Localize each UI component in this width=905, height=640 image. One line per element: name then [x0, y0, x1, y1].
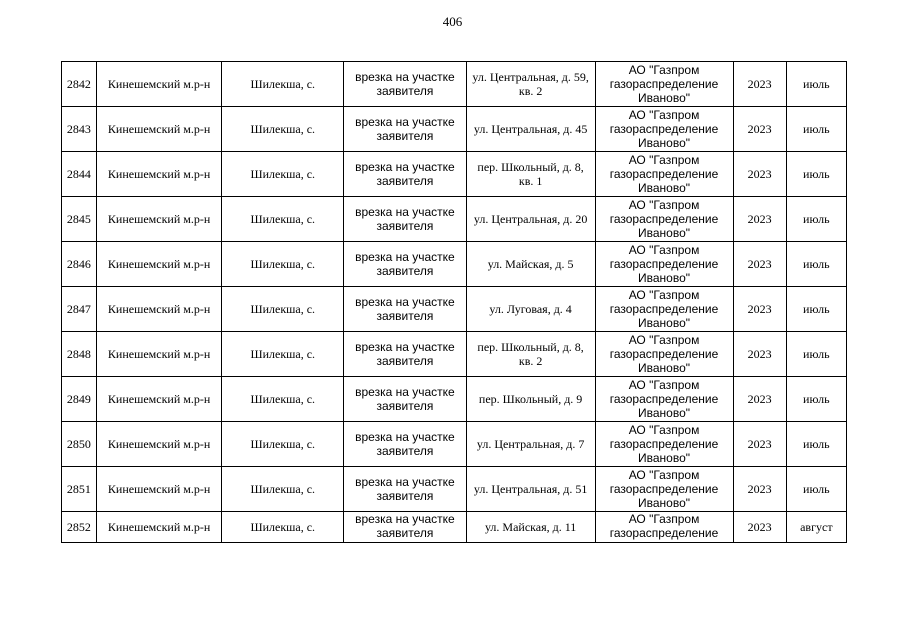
year-cell: 2023: [733, 332, 786, 377]
settlement-cell: Шилекша, с.: [222, 107, 344, 152]
district-cell: Кинешемский м.р-н: [96, 107, 222, 152]
year-cell: 2023: [733, 197, 786, 242]
organization-cell: АО "Газпром газораспределение Иваново": [595, 332, 733, 377]
page-number: 406: [442, 14, 463, 29]
table-row: [62, 107, 847, 152]
work-type-cell: врезка на участке заявителя: [344, 287, 467, 332]
organization-cell: АО "Газпром газораспределение Иваново": [595, 377, 733, 422]
address-cell: ул. Майская, д. 5: [466, 242, 595, 287]
year-cell: 2023: [733, 287, 786, 332]
organization-cell: АО "Газпром газораспределение: [595, 512, 733, 543]
row-number: 2842: [62, 62, 97, 107]
district-cell: Кинешемский м.р-н: [96, 197, 222, 242]
year-cell: 2023: [733, 152, 786, 197]
work-type-cell: врезка на участке заявителя: [344, 242, 467, 287]
row-number: 2850: [62, 422, 97, 467]
month-cell: август: [786, 512, 846, 543]
address-cell: пер. Школьный, д. 8, кв. 1: [466, 152, 595, 197]
settlement-cell: Шилекша, с.: [222, 152, 344, 197]
district-cell: Кинешемский м.р-н: [96, 242, 222, 287]
month-cell: июль: [786, 332, 846, 377]
district-cell: Кинешемский м.р-н: [96, 512, 222, 543]
row-number: 2846: [62, 242, 97, 287]
table-row: [62, 332, 847, 377]
year-cell: 2023: [733, 62, 786, 107]
organization-cell: АО "Газпром газораспределение Иваново": [595, 287, 733, 332]
year-cell: 2023: [733, 512, 786, 543]
settlement-cell: Шилекша, с.: [222, 287, 344, 332]
row-number: 2848: [62, 332, 97, 377]
work-type-cell: врезка на участке заявителя: [344, 377, 467, 422]
address-cell: ул. Луговая, д. 4: [466, 287, 595, 332]
registry-table: [61, 61, 847, 543]
year-cell: 2023: [733, 242, 786, 287]
organization-cell: АО "Газпром газораспределение Иваново": [595, 467, 733, 512]
address-cell: ул. Центральная, д. 45: [466, 107, 595, 152]
address-cell: ул. Майская, д. 11: [466, 512, 595, 543]
table-row: [62, 377, 847, 422]
work-type-cell: врезка на участке заявителя: [344, 107, 467, 152]
settlement-cell: Шилекша, с.: [222, 467, 344, 512]
year-cell: 2023: [733, 107, 786, 152]
table-row: [62, 242, 847, 287]
district-cell: Кинешемский м.р-н: [96, 62, 222, 107]
address-cell: пер. Школьный, д. 9: [466, 377, 595, 422]
month-cell: июль: [786, 422, 846, 467]
organization-cell: АО "Газпром газораспределение Иваново": [595, 422, 733, 467]
table-row: [62, 287, 847, 332]
row-number: 2852: [62, 512, 97, 543]
table-row: [62, 467, 847, 512]
work-type-cell: врезка на участке заявителя: [344, 467, 467, 512]
month-cell: июль: [786, 62, 846, 107]
district-cell: Кинешемский м.р-н: [96, 332, 222, 377]
work-type-cell: врезка на участке заявителя: [344, 197, 467, 242]
row-number: 2847: [62, 287, 97, 332]
month-cell: июль: [786, 377, 846, 422]
district-cell: Кинешемский м.р-н: [96, 287, 222, 332]
row-number: 2843: [62, 107, 97, 152]
address-cell: ул. Центральная, д. 7: [466, 422, 595, 467]
month-cell: июль: [786, 467, 846, 512]
settlement-cell: Шилекша, с.: [222, 512, 344, 543]
work-type-cell: врезка на участке заявителя: [344, 512, 467, 543]
month-cell: июль: [786, 107, 846, 152]
address-cell: ул. Центральная, д. 59, кв. 2: [466, 62, 595, 107]
settlement-cell: Шилекша, с.: [222, 377, 344, 422]
organization-cell: АО "Газпром газораспределение Иваново": [595, 62, 733, 107]
address-cell: ул. Центральная, д. 51: [466, 467, 595, 512]
month-cell: июль: [786, 152, 846, 197]
district-cell: Кинешемский м.р-н: [96, 377, 222, 422]
table-row: [62, 197, 847, 242]
row-number: 2844: [62, 152, 97, 197]
month-cell: июль: [786, 242, 846, 287]
month-cell: июль: [786, 197, 846, 242]
row-number: 2845: [62, 197, 97, 242]
year-cell: 2023: [733, 422, 786, 467]
address-cell: пер. Школьный, д. 8, кв. 2: [466, 332, 595, 377]
year-cell: 2023: [733, 377, 786, 422]
organization-cell: АО "Газпром газораспределение Иваново": [595, 107, 733, 152]
settlement-cell: Шилекша, с.: [222, 62, 344, 107]
settlement-cell: Шилекша, с.: [222, 197, 344, 242]
row-number: 2849: [62, 377, 97, 422]
organization-cell: АО "Газпром газораспределение Иваново": [595, 197, 733, 242]
settlement-cell: Шилекша, с.: [222, 242, 344, 287]
year-cell: 2023: [733, 467, 786, 512]
table-row: [62, 512, 847, 543]
table-row: [62, 152, 847, 197]
settlement-cell: Шилекша, с.: [222, 422, 344, 467]
organization-cell: АО "Газпром газораспределение Иваново": [595, 152, 733, 197]
address-cell: ул. Центральная, д. 20: [466, 197, 595, 242]
organization-cell: АО "Газпром газораспределение Иваново": [595, 242, 733, 287]
table-row: [62, 422, 847, 467]
month-cell: июль: [786, 287, 846, 332]
district-cell: Кинешемский м.р-н: [96, 422, 222, 467]
row-number: 2851: [62, 467, 97, 512]
settlement-cell: Шилекша, с.: [222, 332, 344, 377]
work-type-cell: врезка на участке заявителя: [344, 422, 467, 467]
work-type-cell: врезка на участке заявителя: [344, 332, 467, 377]
table-row: [62, 62, 847, 107]
district-cell: Кинешемский м.р-н: [96, 152, 222, 197]
district-cell: Кинешемский м.р-н: [96, 467, 222, 512]
work-type-cell: врезка на участке заявителя: [344, 152, 467, 197]
work-type-cell: врезка на участке заявителя: [344, 62, 467, 107]
